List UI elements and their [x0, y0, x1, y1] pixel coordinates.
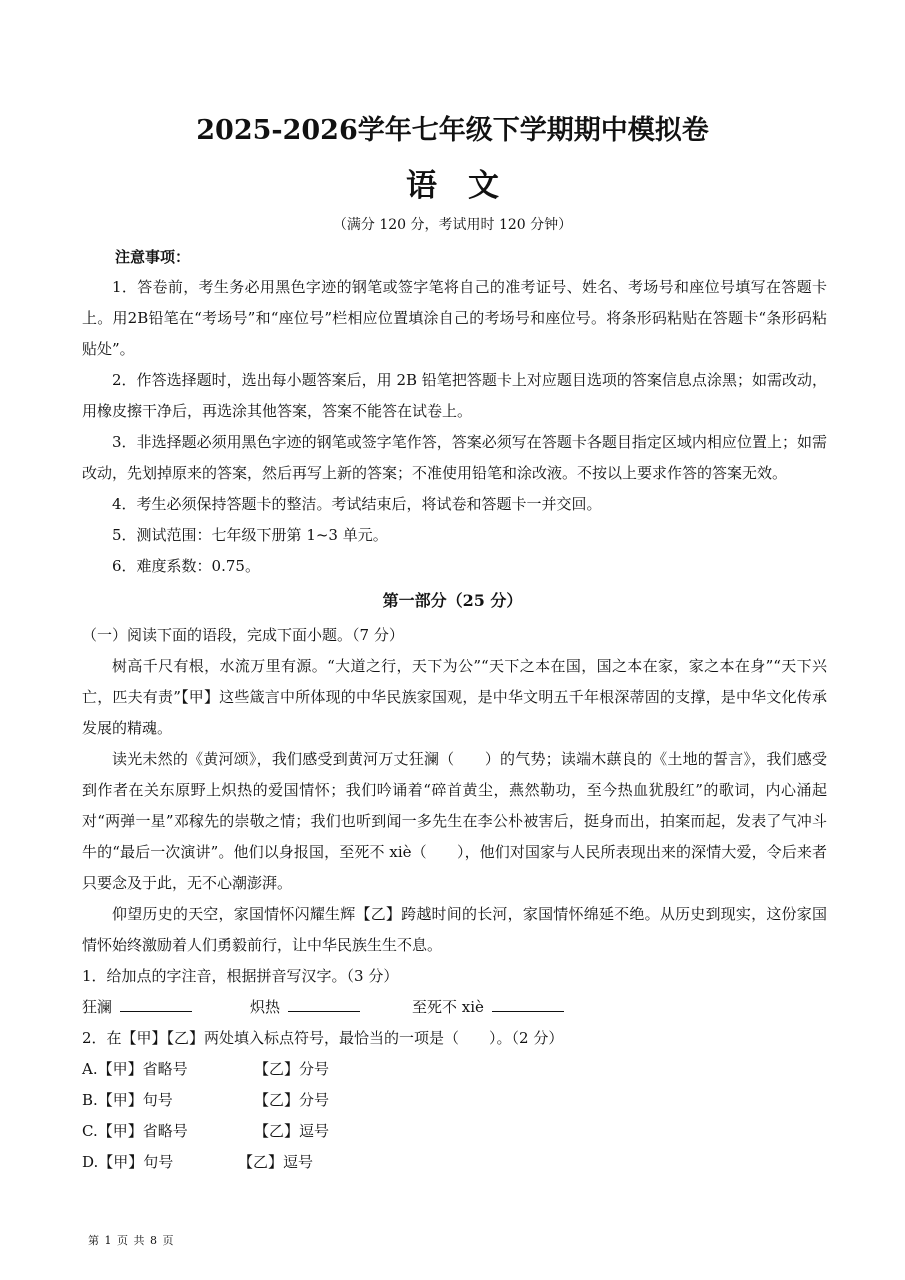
option-jia: C.【甲】省略号	[82, 1122, 188, 1140]
option-b	[82, 1085, 330, 1116]
page-footer: 第 1 页 共 8 页	[88, 1234, 175, 1247]
answer-blank-line[interactable]	[120, 993, 192, 1012]
question-1-stem: 1．给加点的字注音，根据拼音写汉字。（3 分）	[82, 967, 399, 985]
answer-blank-line[interactable]	[288, 993, 360, 1012]
blank-label: 至死不 xiè	[412, 998, 484, 1016]
notice-item-5: 5．测试范围：七年级下册第 1~3 单元。	[112, 526, 388, 544]
blank-item-2	[250, 992, 360, 1023]
answer-blank-line[interactable]	[492, 993, 564, 1012]
notice-item-1: 1．答卷前，考生务必用黑色字迹的钢笔或签字笔将自己的准考证号、姓名、考场号和座位号填写在答题卡上。用2B铅笔在“考场号”和“座位号”栏相应位置填涂自己的考场号和座位号。将条形码粘贴在答题卡“条形码粘贴处”。	[82, 278, 827, 358]
notice-item-4: 4．考生必须保持答题卡的整洁。考试结束后，将试卷和答题卡一并交回。	[112, 495, 602, 513]
question-2-stem: 2．在【甲】【乙】两处填入标点符号，最恰当的一项是（ ）。（2 分）	[82, 1029, 564, 1047]
reading-group-title: （一）阅读下面的语段，完成下面小题。（7 分）	[82, 626, 404, 644]
blank-label: 炽热	[250, 998, 281, 1016]
subject-title: 语 文	[406, 168, 499, 204]
option-c	[82, 1116, 330, 1147]
option-jia: A.【甲】省略号	[82, 1060, 188, 1078]
option-a	[82, 1054, 330, 1085]
reading-paragraph-1: 树高千尺有根，水流万里有源。“大道之行，天下为公”“天下之本在国，国之本在家，家之本在身”“天下兴亡，匹夫有责”【甲】这些箴言中所体现的中华民族家国观，是中华文明五千年根深蒂固的支撑，是中华文化传承发展的精魂。	[82, 657, 827, 737]
reading-paragraph-2: 读光未然的《黄河颂》，我们感受到黄河万丈狂澜（ ）的气势；读端木蕻良的《土地的誓言》，我们感受到作者在关东原野上炽热的爱国情怀；我们吟诵着“碎首黄尘，燕然勒功，至今热血犹殷红”的歌词，内心涌起对“两弹一星”邓稼先的崇敬之情；我们也听到闻一多先生在李公朴被害后，挺身而出，拍案而起，发表了气冲斗牛的“最后一次演讲”。他们以身报国，至死不 xiè（ ），他们对国家与人民所表现出来的深情大爱，令后来者只要念及于此，无不心潮澎湃。	[82, 750, 827, 892]
notice-heading: 注意事项：	[115, 248, 191, 266]
blank-label: 狂澜	[82, 998, 113, 1016]
notice-item-6: 6．难度系数：0.75。	[112, 557, 260, 575]
exam-title: 2025-2026学年七年级下学期期中模拟卷	[196, 115, 709, 146]
reading-paragraph-3: 仰望历史的天空，家国情怀闪耀生辉【乙】跨越时间的长河，家国情怀绵延不绝。从历史到现实，这份家国情怀始终激励着人们勇毅前行，让中华民族生生不息。	[82, 905, 827, 954]
option-yi: 【乙】逗号	[238, 1153, 314, 1171]
option-jia: B.【甲】句号	[82, 1091, 173, 1109]
notice-item-3: 3．非选择题必须用黑色字迹的钢笔或签字笔作答，答案必须写在答题卡各题目指定区域内相应位置上；如需改动，先划掉原来的答案，然后再写上新的答案；不准使用铅笔和涂改液。不按以上要求作答的答案无效。	[82, 433, 827, 482]
option-jia: D.【甲】句号	[82, 1153, 174, 1171]
option-d	[82, 1147, 314, 1178]
option-yi: 【乙】逗号	[254, 1122, 330, 1140]
option-yi: 【乙】分号	[254, 1060, 330, 1078]
notice-item-2: 2．作答选择题时，选出每小题答案后，用 2B 铅笔把答题卡上对应题目选项的答案信息点涂黑；如需改动，用橡皮擦干净后，再选涂其他答案，答案不能答在试卷上。	[82, 371, 827, 420]
option-yi: 【乙】分号	[254, 1091, 330, 1109]
blank-item-1	[82, 992, 192, 1023]
score-note: （满分 120 分，考试用时 120 分钟）	[332, 217, 573, 233]
part1-title: 第一部分（25 分）	[382, 591, 523, 610]
blank-item-3	[412, 992, 564, 1023]
